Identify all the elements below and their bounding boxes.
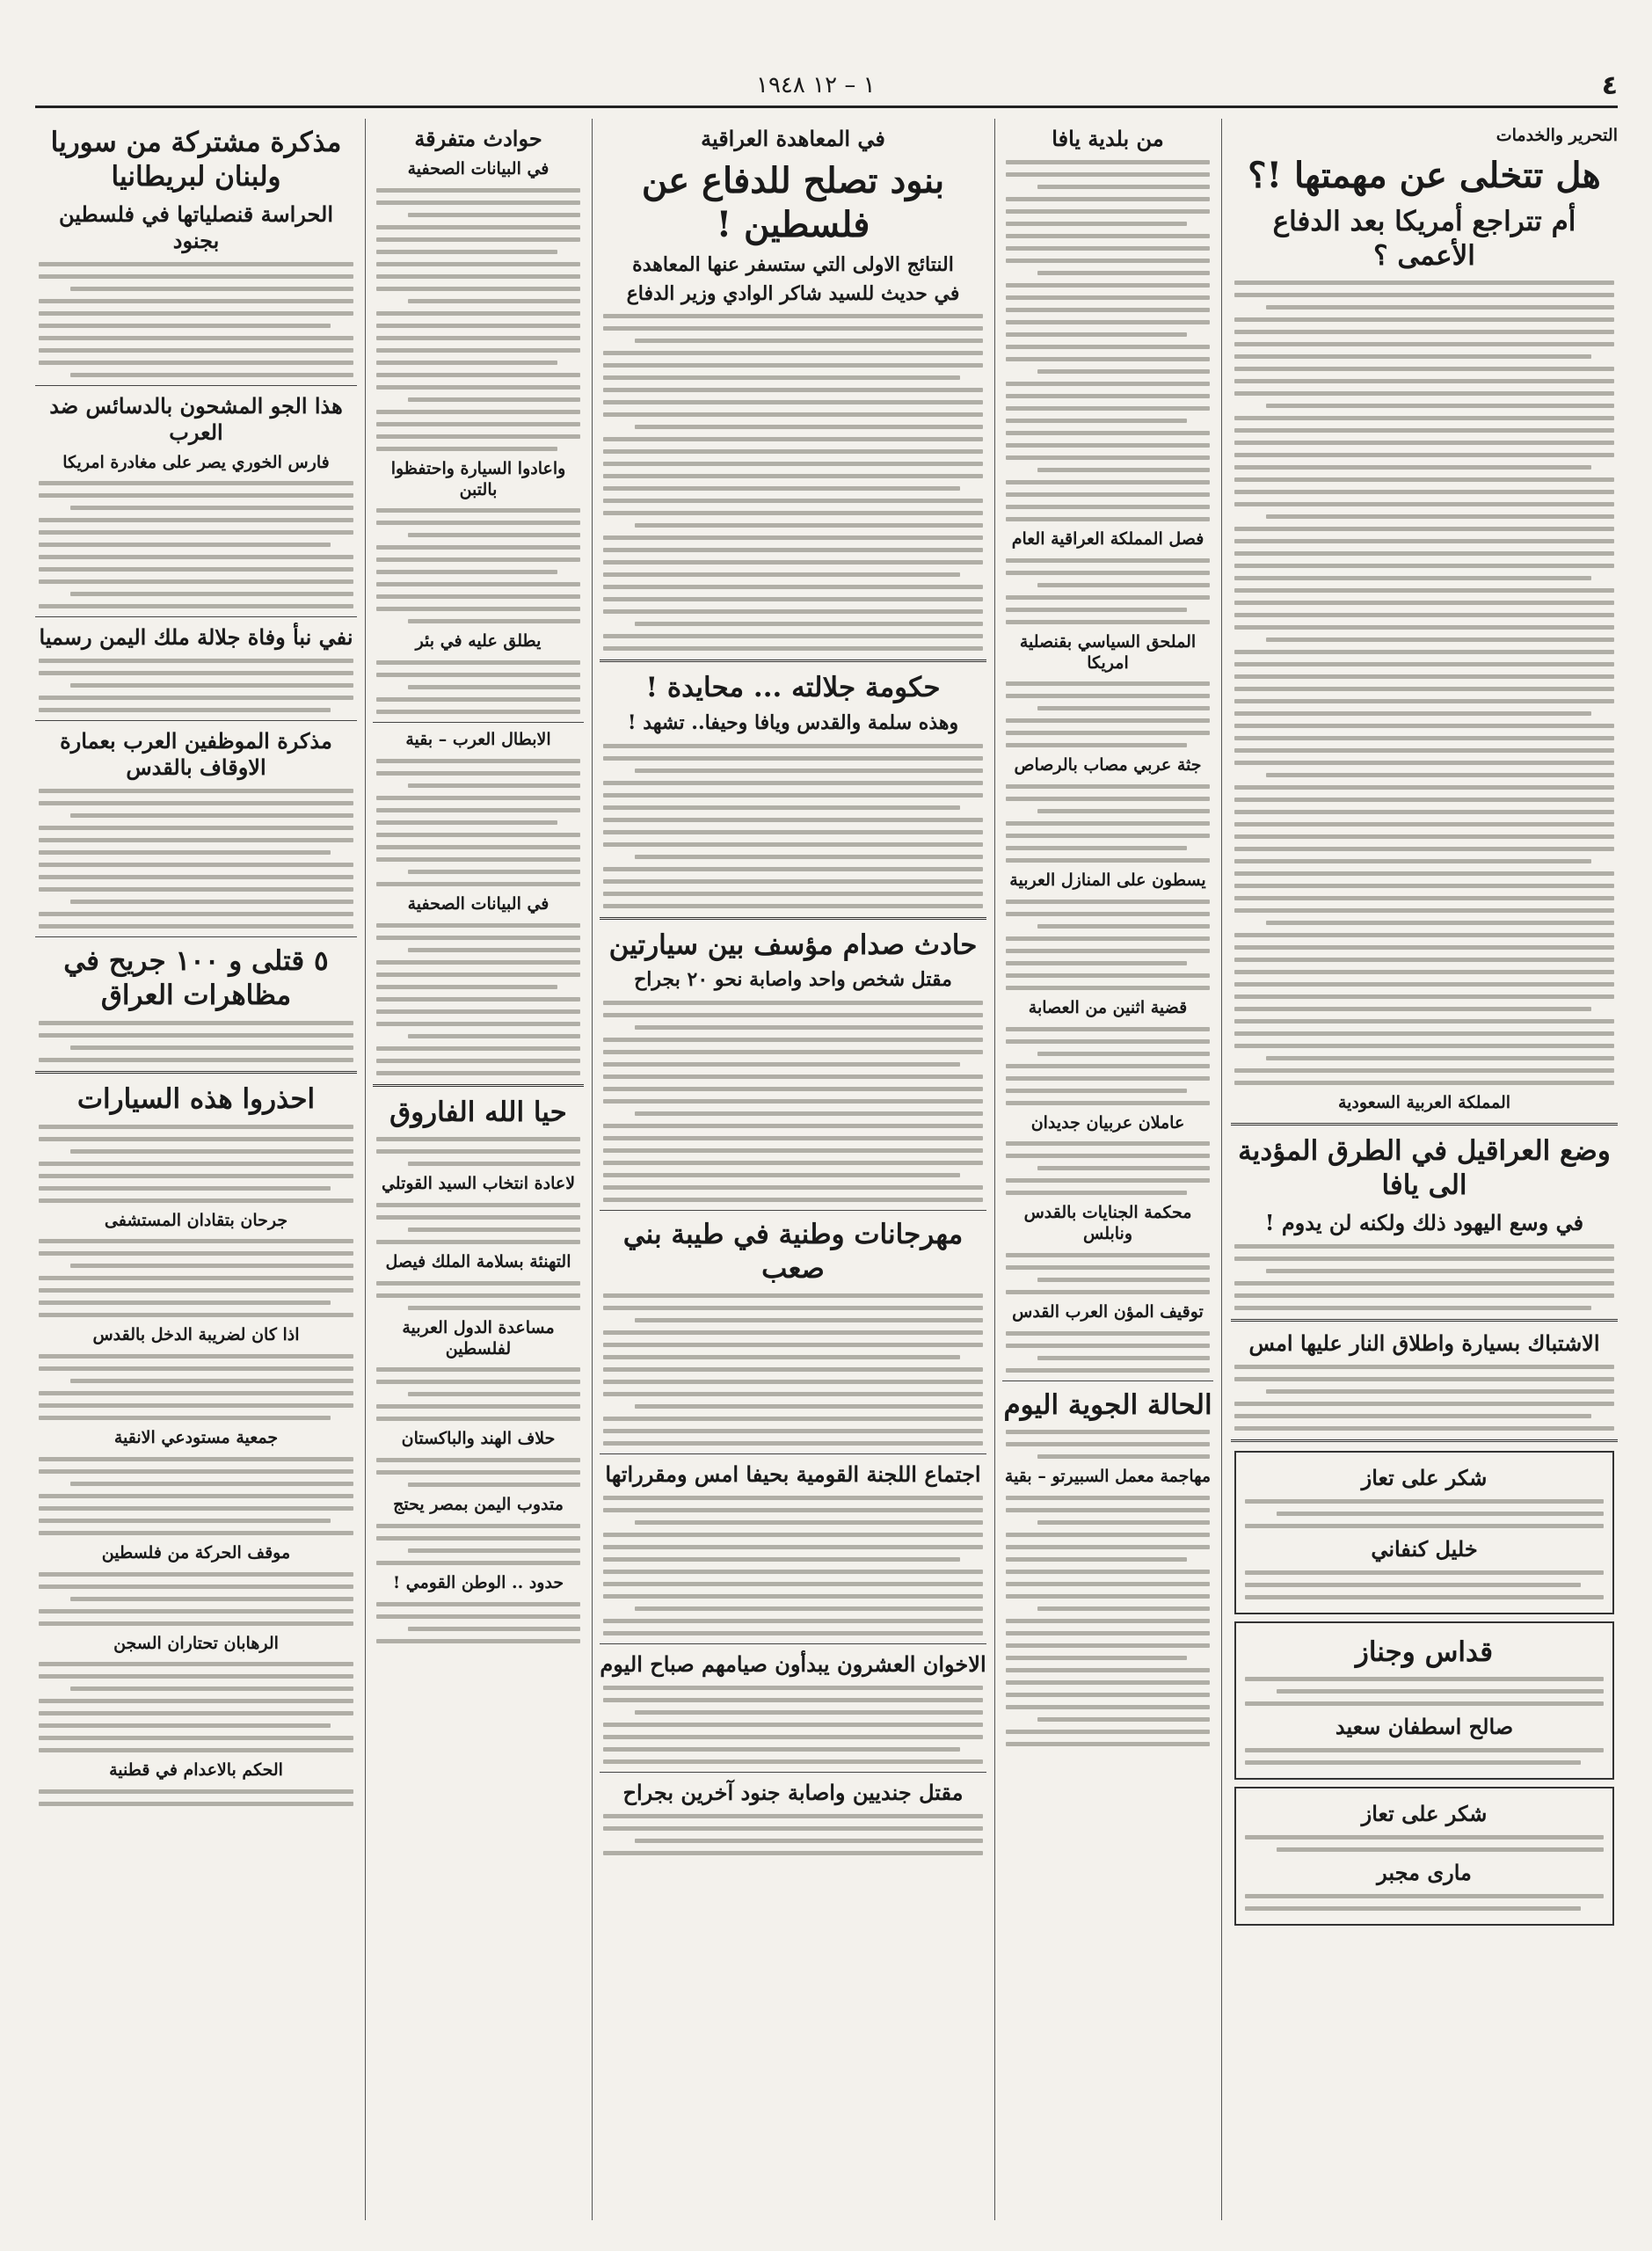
headline: من بلدية يافا xyxy=(1052,126,1164,151)
article-body xyxy=(35,481,357,608)
subheadline: عاملان عربيان جديدان xyxy=(1030,1112,1185,1133)
notice-name: مارى مجبر xyxy=(1377,1860,1472,1886)
subheadline: حلاف الهند والباكستان xyxy=(401,1429,556,1449)
subheadline: يسطون على المنازل العربية xyxy=(1009,871,1206,890)
subheadline: الحكم بالاعدام في قطنية xyxy=(109,1760,283,1781)
headline: احذروا هذه السيارات xyxy=(76,1082,316,1115)
article-body xyxy=(35,1662,357,1752)
subheadline: الملحق السياسي بقنصلية امريكا xyxy=(1019,631,1197,673)
subheadline: فصل المملكة العراقية العام xyxy=(1011,529,1204,549)
article-body xyxy=(1231,1244,1618,1310)
article-body xyxy=(1002,1331,1213,1373)
article-body xyxy=(1002,784,1213,863)
column-1 xyxy=(1231,119,1618,2220)
headline: حوادث متفرقة xyxy=(414,126,542,151)
headline: أم تتراجع أمريكا بعد الدفاع الأعمى ؟ xyxy=(1272,205,1576,272)
headline: الاشتباك بسيارة واطلاق النار عليها امس xyxy=(1248,1329,1600,1356)
article-body xyxy=(35,1125,357,1203)
article-body xyxy=(373,508,584,623)
article-body xyxy=(35,1789,357,1806)
subheadline: في حديث للسيد شاكر الوادي وزير الدفاع xyxy=(626,281,960,305)
subheadline: في البيانات الصحفية xyxy=(407,893,549,914)
article-body xyxy=(600,1686,986,1764)
subheadline: حدود .. الوطن القومي ! xyxy=(392,1572,564,1592)
article-body xyxy=(373,759,584,886)
article-body xyxy=(600,314,986,651)
headline: هذا الجو المشحون بالدسائس ضد العرب xyxy=(49,392,343,445)
article-body xyxy=(1002,1496,1213,1746)
subheadline: المملكة العربية السعودية xyxy=(1337,1093,1511,1113)
subheadline: الابطال العرب – بقية xyxy=(405,730,551,749)
notice-name: صالح اسطفان سعيد xyxy=(1335,1714,1514,1740)
subheadline: في البيانات الصحفية xyxy=(407,159,549,178)
column-2 xyxy=(1002,119,1213,2220)
article-body xyxy=(373,188,584,451)
article-body xyxy=(1002,681,1213,747)
article-body xyxy=(600,1001,986,1202)
article-body xyxy=(35,1239,357,1317)
subheadline: محكمة الجنايات بالقدس ونابلس xyxy=(1023,1203,1192,1243)
notice-title: شكر على تعاز xyxy=(1361,1464,1488,1490)
notice-box xyxy=(1234,1451,1614,1614)
article-body xyxy=(1231,1365,1618,1431)
headline: حادث صدام مؤسف بين سيارتين xyxy=(608,929,978,961)
headline: الاخوان العشرون يبدأون صيامهم صباح اليوم xyxy=(600,1651,986,1678)
subheadline: جثة عربي مصاب بالرصاص xyxy=(1014,755,1202,776)
article-body xyxy=(1002,1253,1213,1294)
headline: حكومة جلالته ... محايدة ! xyxy=(645,672,941,704)
subheadline: وهذه سلمة والقدس ويافا وحيفا.. تشهد ! xyxy=(627,710,959,734)
section-label: في المعاهدة العراقية xyxy=(701,126,885,151)
article-body xyxy=(600,1496,986,1635)
headline: الحراسة قنصلياتها في فلسطين بجنود xyxy=(58,200,333,253)
article-body xyxy=(373,1602,584,1643)
subheadline: مقتل شخص واحد واصابة نحو ٢٠ بجراح xyxy=(634,968,952,992)
headline: هل تتخلى عن مهمتها !؟ xyxy=(1248,154,1601,196)
headline: حيا الله الفاروق xyxy=(389,1096,567,1128)
subheadline: مهاجمة معمل السبيرتو – بقية xyxy=(1004,1467,1212,1487)
notice-title: قداس وجناز xyxy=(1355,1635,1494,1668)
article-body xyxy=(35,1457,357,1535)
article-body xyxy=(373,1137,584,1166)
subheadline: موقف الحركة من فلسطين xyxy=(101,1542,291,1563)
notice-name: خليل كنفاني xyxy=(1371,1535,1478,1562)
headline: في وسع اليهود ذلك ولكنه لن يدوم ! xyxy=(1264,1209,1584,1235)
article-body xyxy=(35,659,357,712)
headline: مذكرة مشتركة من سوريا ولبنان لبريطانيا xyxy=(50,127,342,193)
headline: نفي نبأ وفاة جلالة ملك اليمن رسميا xyxy=(39,624,353,651)
article-body xyxy=(600,1293,986,1446)
issue-date: ١ – ١٢ ١٩٤٨ xyxy=(756,72,876,98)
subheadline: النتائج الاولى التي ستسفر عنها المعاهدة xyxy=(632,253,954,276)
article-body xyxy=(35,789,357,929)
subheadline: التهنئة بسلامة الملك فيصل xyxy=(385,1252,571,1271)
headline: مهرجانات وطنية في طيبة بني صعب xyxy=(622,1218,964,1285)
headline: مقتل جنديين واصابة جنود آخرين بجراح xyxy=(622,1780,964,1806)
headline: الحالة الجوية اليوم xyxy=(1003,1388,1212,1421)
article-body xyxy=(600,1814,986,1855)
subheadline: متدوب اليمن بمصر يحتج xyxy=(393,1495,564,1514)
column-4 xyxy=(373,119,584,2220)
notice-box xyxy=(1234,1787,1614,1926)
article-body xyxy=(1002,558,1213,624)
newspaper-page xyxy=(35,53,1618,2225)
article-body xyxy=(373,660,584,714)
article-body xyxy=(1231,280,1618,1085)
headline: بنود تصلح للدفاع عن فلسطين ! xyxy=(641,160,945,245)
article-body xyxy=(373,1367,584,1421)
article-body xyxy=(373,923,584,1075)
article-body xyxy=(35,262,357,377)
column-3 xyxy=(600,119,986,2220)
notice-box xyxy=(1234,1621,1614,1781)
subheadline: يطلق عليه في بئر xyxy=(415,631,542,652)
page-number: ٤ xyxy=(1601,70,1618,101)
masthead xyxy=(35,70,1618,108)
article-body xyxy=(35,1021,357,1062)
subheadline: واعادوا السيارة واحتفظوا بالتبن xyxy=(390,458,566,499)
article-body xyxy=(1002,160,1213,521)
headline: مذكرة الموظفين العرب بعمارة الاوقاف بالقدس xyxy=(60,728,332,781)
article-body xyxy=(35,1354,357,1420)
article-body xyxy=(373,1458,584,1487)
subheadline: الرهابان تحتاران السجن xyxy=(113,1633,279,1653)
subheadline: مساعدة الدول العربية لفلسطين xyxy=(402,1317,555,1359)
subheadline: توقيف المؤن العرب القدس xyxy=(1012,1301,1204,1322)
subheadline: لاعادة انتخاب السيد القوتلي xyxy=(381,1174,576,1194)
article-body xyxy=(1002,1027,1213,1105)
section-label: التحرير والخدمات xyxy=(1496,126,1618,145)
column-5 xyxy=(35,119,357,2220)
article-body xyxy=(373,1281,584,1310)
subheadline: فارس الخوري يصر على مغادرة امريكا xyxy=(62,452,330,472)
article-body xyxy=(35,1572,357,1626)
subheadline: قضية اثنين من العصابة xyxy=(1028,997,1188,1017)
article-body xyxy=(1002,1430,1213,1459)
subheadline: اذا كان لضريبة الدخل بالقدس xyxy=(92,1325,300,1345)
article-body xyxy=(1002,1141,1213,1195)
article-body xyxy=(373,1524,584,1565)
article-body xyxy=(373,1203,584,1244)
headline: اجتماع اللجنة القومية بحيفا امس ومقرراتها xyxy=(605,1461,981,1488)
headline: ٥ قتلى و ١٠٠ جريح في مظاهرات العراق xyxy=(63,945,329,1011)
article-body xyxy=(1002,900,1213,990)
subheadline: جمعية مستودعي الانقية xyxy=(113,1428,279,1447)
article-body xyxy=(600,744,986,908)
headline: وضع العراقيل في الطرق المؤدية الى يافا xyxy=(1238,1135,1611,1201)
subheadline: جرحان بتقادان المستشفى xyxy=(104,1210,288,1230)
notice-title: شكر على تعاز xyxy=(1361,1801,1488,1827)
